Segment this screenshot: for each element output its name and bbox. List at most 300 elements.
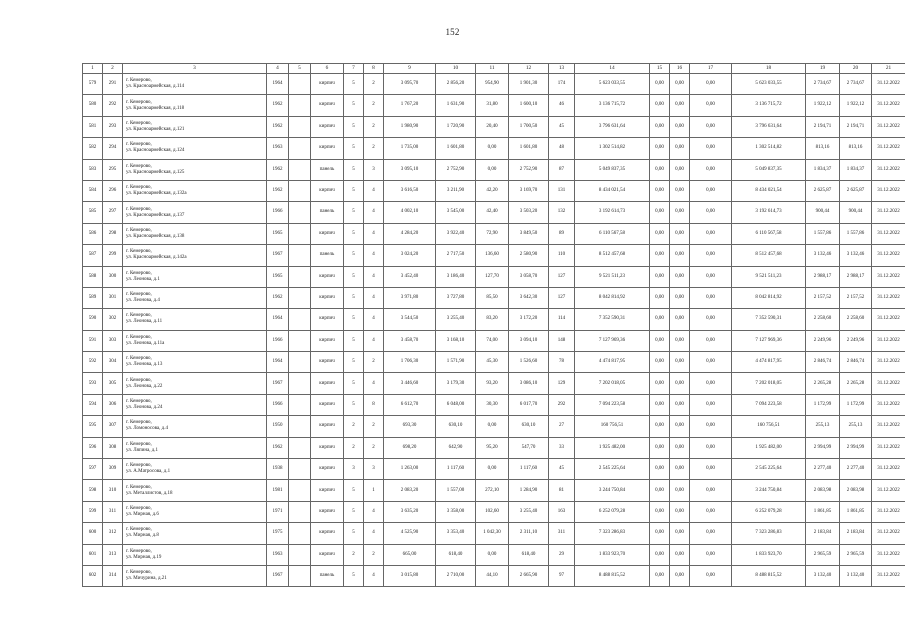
total-cost: 9 521 511,23 bbox=[575, 266, 650, 287]
address-cell bbox=[123, 245, 267, 266]
residents-count: 87 bbox=[549, 159, 575, 180]
floor-count: 5 bbox=[344, 180, 364, 201]
owners-funds: 0,00 bbox=[690, 373, 732, 394]
max-cost-per-sqm: 2 734,67 bbox=[840, 74, 872, 95]
total-cost: 1 833 923,70 bbox=[575, 544, 650, 565]
floor-count: 5 bbox=[344, 501, 364, 522]
address-city: г. Кемерово, bbox=[126, 377, 152, 383]
object-number: 299 bbox=[103, 245, 123, 266]
residents-count: 81 bbox=[549, 480, 575, 501]
column-number-11: 11 bbox=[476, 64, 509, 74]
regional-funds: 0,00 bbox=[650, 245, 670, 266]
residents-count: 131 bbox=[549, 180, 575, 201]
address-street: ул. Леонова, д.24 bbox=[126, 405, 163, 411]
row-number: 590 bbox=[83, 309, 103, 330]
residents-count: 132 bbox=[549, 202, 575, 223]
regional-funds: 0,00 bbox=[650, 394, 670, 415]
object-number: 303 bbox=[103, 330, 123, 351]
address-cell bbox=[123, 373, 267, 394]
object-number: 305 bbox=[103, 373, 123, 394]
municipal-funds: 0,00 bbox=[670, 437, 690, 458]
residents-count: 148 bbox=[549, 330, 575, 351]
owners-funds: 0,00 bbox=[690, 138, 732, 159]
column-number-17: 17 bbox=[690, 64, 732, 74]
owners-funds: 0,00 bbox=[690, 437, 732, 458]
object-number: 297 bbox=[103, 202, 123, 223]
year-commissioned bbox=[289, 116, 311, 137]
nonresidential-area: 95,20 bbox=[476, 437, 509, 458]
residential-premises-area: 3 058,70 bbox=[509, 266, 549, 287]
address-street: ул. Красноармейская, д.137 bbox=[126, 212, 185, 218]
address-city: г. Кемерово, bbox=[126, 570, 152, 576]
year-commissioned bbox=[289, 459, 311, 480]
living-area: 6 048,00 bbox=[436, 394, 476, 415]
row-number: 591 bbox=[83, 330, 103, 351]
total-cost: 1 302 514,82 bbox=[575, 138, 650, 159]
regional-funds: 0,00 bbox=[650, 180, 670, 201]
municipal-funds: 0,00 bbox=[670, 373, 690, 394]
owners-funds: 0,00 bbox=[690, 116, 732, 137]
year-built: 1965 bbox=[267, 223, 289, 244]
address-city: г. Кемерово, bbox=[126, 163, 152, 169]
address-city: г. Кемерово, bbox=[126, 206, 152, 212]
floor-count: 5 bbox=[344, 266, 364, 287]
residents-count: 46 bbox=[549, 95, 575, 116]
unit-cost-per-sqm: 255,13 bbox=[806, 416, 840, 437]
address-street: ул. Мирная, д.8 bbox=[126, 533, 159, 539]
year-built: 1964 bbox=[267, 74, 289, 95]
owners-funds: 0,00 bbox=[690, 287, 732, 308]
nonresidential-area: 44,10 bbox=[476, 565, 509, 586]
residential-premises-area: 3 094,10 bbox=[509, 330, 549, 351]
owners-funds: 0,00 bbox=[690, 266, 732, 287]
wall-material: кирпич bbox=[311, 373, 344, 394]
living-area: 3 353,40 bbox=[436, 523, 476, 544]
total-cost: 5 623 033,55 bbox=[575, 74, 650, 95]
other-funds: 3 796 631,64 bbox=[732, 116, 806, 137]
column-number-1: 1 bbox=[83, 64, 103, 74]
address-cell bbox=[123, 437, 267, 458]
floor-count: 5 bbox=[344, 330, 364, 351]
total-area: 3 095,10 bbox=[384, 159, 436, 180]
year-commissioned bbox=[289, 138, 311, 159]
residential-premises-area: 1 901,30 bbox=[509, 74, 549, 95]
address-street: ул. Леонова, д.11а bbox=[126, 340, 165, 346]
planned-completion-date: 31.12.2022 bbox=[872, 544, 905, 565]
year-built: 1966 bbox=[267, 202, 289, 223]
address-city: г. Кемерово, bbox=[126, 292, 152, 298]
wall-material: панель bbox=[311, 245, 344, 266]
municipal-funds: 0,00 bbox=[670, 309, 690, 330]
max-cost-per-sqm: 1 557,86 bbox=[840, 223, 872, 244]
municipal-funds: 0,00 bbox=[670, 180, 690, 201]
housing-register-table bbox=[82, 63, 905, 587]
total-cost: 3 136 715,72 bbox=[575, 95, 650, 116]
total-cost: 160 756,51 bbox=[575, 416, 650, 437]
wall-material: кирпич bbox=[311, 459, 344, 480]
residential-premises-area: 547,70 bbox=[509, 437, 549, 458]
entrance-count: 4 bbox=[364, 202, 384, 223]
wall-material: кирпич bbox=[311, 309, 344, 330]
row-number: 592 bbox=[83, 352, 103, 373]
regional-funds: 0,00 bbox=[650, 459, 670, 480]
planned-completion-date: 31.12.2022 bbox=[872, 330, 905, 351]
year-built: 1962 bbox=[267, 159, 289, 180]
year-commissioned bbox=[289, 565, 311, 586]
residents-count: 127 bbox=[549, 266, 575, 287]
living-area: 2 710,00 bbox=[436, 565, 476, 586]
page-number: 152 bbox=[445, 27, 460, 37]
table-row bbox=[83, 309, 905, 330]
max-cost-per-sqm: 2 249,96 bbox=[840, 330, 872, 351]
floor-count: 2 bbox=[344, 437, 364, 458]
municipal-funds: 0,00 bbox=[670, 245, 690, 266]
max-cost-per-sqm: 2 265,28 bbox=[840, 373, 872, 394]
address-city: г. Кемерово, bbox=[126, 185, 152, 191]
max-cost-per-sqm: 2 258,60 bbox=[840, 309, 872, 330]
row-number: 593 bbox=[83, 373, 103, 394]
regional-funds: 0,00 bbox=[650, 138, 670, 159]
living-area: 2 856,20 bbox=[436, 74, 476, 95]
unit-cost-per-sqm: 813,16 bbox=[806, 138, 840, 159]
row-number: 586 bbox=[83, 223, 103, 244]
regional-funds: 0,00 bbox=[650, 565, 670, 586]
total-cost: 8 434 021,54 bbox=[575, 180, 650, 201]
address-street: ул. Красноармейская, д.121 bbox=[126, 126, 185, 132]
address-street: ул. А.Матросова, д.1 bbox=[126, 469, 171, 475]
column-number-3: 3 bbox=[123, 64, 267, 74]
object-number: 293 bbox=[103, 116, 123, 137]
column-number-row bbox=[83, 64, 905, 74]
planned-completion-date: 31.12.2022 bbox=[872, 116, 905, 137]
object-number: 312 bbox=[103, 523, 123, 544]
max-cost-per-sqm: 1 861,85 bbox=[840, 501, 872, 522]
year-commissioned bbox=[289, 223, 311, 244]
row-number: 581 bbox=[83, 116, 103, 137]
table-row bbox=[83, 373, 905, 394]
object-number: 307 bbox=[103, 416, 123, 437]
column-number-6: 6 bbox=[311, 64, 344, 74]
floor-count: 5 bbox=[344, 138, 364, 159]
wall-material: кирпич bbox=[311, 116, 344, 137]
year-built: 1964 bbox=[267, 309, 289, 330]
nonresidential-area: 20,40 bbox=[476, 116, 509, 137]
total-cost: 7 352 590,31 bbox=[575, 309, 650, 330]
regional-funds: 0,00 bbox=[650, 544, 670, 565]
residential-premises-area: 1 117,60 bbox=[509, 459, 549, 480]
column-number-20: 20 bbox=[840, 64, 872, 74]
nonresidential-area: 83,20 bbox=[476, 309, 509, 330]
planned-completion-date: 31.12.2022 bbox=[872, 202, 905, 223]
total-area: 4 002,10 bbox=[384, 202, 436, 223]
floor-count: 5 bbox=[344, 74, 364, 95]
residents-count: 29 bbox=[549, 544, 575, 565]
table-row bbox=[83, 565, 905, 586]
living-area: 2 752,90 bbox=[436, 159, 476, 180]
regional-funds: 0,00 bbox=[650, 480, 670, 501]
year-built: 1971 bbox=[267, 501, 289, 522]
residents-count: 174 bbox=[549, 74, 575, 95]
wall-material: кирпич bbox=[311, 180, 344, 201]
year-built: 1962 bbox=[267, 180, 289, 201]
unit-cost-per-sqm: 1 922,12 bbox=[806, 95, 840, 116]
living-area: 1 571,90 bbox=[436, 352, 476, 373]
living-area: 618,40 bbox=[436, 544, 476, 565]
total-area: 2 083,20 bbox=[384, 480, 436, 501]
year-built: 1975 bbox=[267, 523, 289, 544]
living-area: 3 186,40 bbox=[436, 266, 476, 287]
planned-completion-date: 31.12.2022 bbox=[872, 245, 905, 266]
nonresidential-area: 954,90 bbox=[476, 74, 509, 95]
total-area: 3 095,70 bbox=[384, 74, 436, 95]
regional-funds: 0,00 bbox=[650, 501, 670, 522]
residential-premises-area: 2 665,90 bbox=[509, 565, 549, 586]
address-cell bbox=[123, 544, 267, 565]
planned-completion-date: 31.12.2022 bbox=[872, 138, 905, 159]
address-street: ул. Ломоносова, д.4 bbox=[126, 426, 168, 432]
column-number-21: 21 bbox=[872, 64, 905, 74]
municipal-funds: 0,00 bbox=[670, 416, 690, 437]
year-built: 1965 bbox=[267, 266, 289, 287]
year-built: 1962 bbox=[267, 437, 289, 458]
regional-funds: 0,00 bbox=[650, 523, 670, 544]
max-cost-per-sqm: 2 994,99 bbox=[840, 437, 872, 458]
year-commissioned bbox=[289, 309, 311, 330]
year-commissioned bbox=[289, 74, 311, 95]
residential-premises-area: 2 311,10 bbox=[509, 523, 549, 544]
total-area: 3 544,50 bbox=[384, 309, 436, 330]
object-number: 292 bbox=[103, 95, 123, 116]
nonresidential-area: 42,20 bbox=[476, 180, 509, 201]
total-cost: 3 244 750,84 bbox=[575, 480, 650, 501]
address-cell bbox=[123, 523, 267, 544]
year-commissioned bbox=[289, 394, 311, 415]
total-area: 1 706,30 bbox=[384, 352, 436, 373]
year-built: 1967 bbox=[267, 245, 289, 266]
table-row bbox=[83, 159, 905, 180]
entrance-count: 4 bbox=[364, 180, 384, 201]
municipal-funds: 0,00 bbox=[670, 202, 690, 223]
address-street: ул. Леонова, д.11 bbox=[126, 319, 163, 325]
municipal-funds: 0,00 bbox=[670, 74, 690, 95]
table-row bbox=[83, 352, 905, 373]
total-area: 1 767,20 bbox=[384, 95, 436, 116]
planned-completion-date: 31.12.2022 bbox=[872, 437, 905, 458]
year-commissioned bbox=[289, 416, 311, 437]
planned-completion-date: 31.12.2022 bbox=[872, 565, 905, 586]
max-cost-per-sqm: 813,16 bbox=[840, 138, 872, 159]
planned-completion-date: 31.12.2022 bbox=[872, 352, 905, 373]
other-funds: 1 925 482,00 bbox=[732, 437, 806, 458]
floor-count: 5 bbox=[344, 223, 364, 244]
residential-premises-area: 1 601,80 bbox=[509, 138, 549, 159]
floor-count: 5 bbox=[344, 352, 364, 373]
total-cost: 8 042 814,92 bbox=[575, 287, 650, 308]
total-cost: 7 127 969,36 bbox=[575, 330, 650, 351]
address-cell bbox=[123, 116, 267, 137]
residents-count: 27 bbox=[549, 416, 575, 437]
planned-completion-date: 31.12.2022 bbox=[872, 309, 905, 330]
residential-premises-area: 6 017,70 bbox=[509, 394, 549, 415]
entrance-count: 4 bbox=[364, 330, 384, 351]
address-street: ул. Мичурина, д.21 bbox=[126, 576, 167, 582]
address-street: ул. Красноармейская, д.142а bbox=[126, 255, 187, 261]
residential-premises-area: 3 642,30 bbox=[509, 287, 549, 308]
address-cell bbox=[123, 74, 267, 95]
municipal-funds: 0,00 bbox=[670, 138, 690, 159]
entrance-count: 3 bbox=[364, 159, 384, 180]
column-number-15: 15 bbox=[650, 64, 670, 74]
regional-funds: 0,00 bbox=[650, 202, 670, 223]
row-number: 598 bbox=[83, 480, 103, 501]
owners-funds: 0,00 bbox=[690, 95, 732, 116]
wall-material: кирпич bbox=[311, 501, 344, 522]
owners-funds: 0,00 bbox=[690, 202, 732, 223]
total-cost: 3 796 631,64 bbox=[575, 116, 650, 137]
wall-material: панель bbox=[311, 565, 344, 586]
year-commissioned bbox=[289, 202, 311, 223]
living-area: 630,10 bbox=[436, 416, 476, 437]
planned-completion-date: 31.12.2022 bbox=[872, 373, 905, 394]
object-number: 291 bbox=[103, 74, 123, 95]
owners-funds: 0,00 bbox=[690, 330, 732, 351]
other-funds: 5 049 837,35 bbox=[732, 159, 806, 180]
residents-count: 48 bbox=[549, 138, 575, 159]
residential-premises-area: 3 503,20 bbox=[509, 202, 549, 223]
total-area: 4 525,90 bbox=[384, 523, 436, 544]
object-number: 309 bbox=[103, 459, 123, 480]
regional-funds: 0,00 bbox=[650, 437, 670, 458]
municipal-funds: 0,00 bbox=[670, 459, 690, 480]
regional-funds: 0,00 bbox=[650, 373, 670, 394]
wall-material: кирпич bbox=[311, 416, 344, 437]
year-built: 1950 bbox=[267, 416, 289, 437]
owners-funds: 0,00 bbox=[690, 501, 732, 522]
table-row bbox=[83, 202, 905, 223]
unit-cost-per-sqm: 2 258,60 bbox=[806, 309, 840, 330]
floor-count: 3 bbox=[344, 459, 364, 480]
object-number: 304 bbox=[103, 352, 123, 373]
municipal-funds: 0,00 bbox=[670, 352, 690, 373]
object-number: 295 bbox=[103, 159, 123, 180]
unit-cost-per-sqm: 3 132,46 bbox=[806, 245, 840, 266]
entrance-count: 8 bbox=[364, 394, 384, 415]
residential-premises-area: 2 580,90 bbox=[509, 245, 549, 266]
total-cost: 1 925 482,00 bbox=[575, 437, 650, 458]
owners-funds: 0,00 bbox=[690, 223, 732, 244]
address-city: г. Кемерово, bbox=[126, 99, 152, 105]
total-cost: 3 192 614,73 bbox=[575, 202, 650, 223]
entrance-count: 2 bbox=[364, 95, 384, 116]
owners-funds: 0,00 bbox=[690, 180, 732, 201]
year-commissioned bbox=[289, 266, 311, 287]
max-cost-per-sqm: 2 988,17 bbox=[840, 266, 872, 287]
floor-count: 5 bbox=[344, 287, 364, 308]
other-funds: 8 512 457,68 bbox=[732, 245, 806, 266]
address-cell bbox=[123, 330, 267, 351]
owners-funds: 0,00 bbox=[690, 245, 732, 266]
municipal-funds: 0,00 bbox=[670, 523, 690, 544]
nonresidential-area: 74,00 bbox=[476, 330, 509, 351]
nonresidential-area: 72,90 bbox=[476, 223, 509, 244]
unit-cost-per-sqm: 2 183,84 bbox=[806, 523, 840, 544]
owners-funds: 0,00 bbox=[690, 74, 732, 95]
max-cost-per-sqm: 2 083,98 bbox=[840, 480, 872, 501]
other-funds: 7 352 590,31 bbox=[732, 309, 806, 330]
table-row bbox=[83, 330, 905, 351]
nonresidential-area: 31,80 bbox=[476, 95, 509, 116]
address-cell bbox=[123, 309, 267, 330]
address-street: ул. Красноармейская, д.124 bbox=[126, 148, 185, 154]
wall-material: кирпич bbox=[311, 287, 344, 308]
nonresidential-area: 136,60 bbox=[476, 245, 509, 266]
entrance-count: 3 bbox=[364, 459, 384, 480]
residents-count: 292 bbox=[549, 394, 575, 415]
entrance-count: 2 bbox=[364, 352, 384, 373]
unit-cost-per-sqm: 3 132,40 bbox=[806, 565, 840, 586]
max-cost-per-sqm: 1 834,37 bbox=[840, 159, 872, 180]
year-commissioned bbox=[289, 245, 311, 266]
entrance-count: 4 bbox=[364, 373, 384, 394]
other-funds: 1 302 514,82 bbox=[732, 138, 806, 159]
planned-completion-date: 31.12.2022 bbox=[872, 523, 905, 544]
object-number: 313 bbox=[103, 544, 123, 565]
residents-count: 45 bbox=[549, 116, 575, 137]
residential-premises-area: 618,40 bbox=[509, 544, 549, 565]
other-funds: 160 756,51 bbox=[732, 416, 806, 437]
total-area: 3 446,60 bbox=[384, 373, 436, 394]
max-cost-per-sqm: 1 172,99 bbox=[840, 394, 872, 415]
other-funds: 7 323 286,83 bbox=[732, 523, 806, 544]
unit-cost-per-sqm: 2 083,98 bbox=[806, 480, 840, 501]
other-funds: 7 094 223,58 bbox=[732, 394, 806, 415]
municipal-funds: 0,00 bbox=[670, 266, 690, 287]
total-area: 1 263,00 bbox=[384, 459, 436, 480]
owners-funds: 0,00 bbox=[690, 159, 732, 180]
residents-count: 129 bbox=[549, 373, 575, 394]
planned-completion-date: 31.12.2022 bbox=[872, 459, 905, 480]
other-funds: 4 474 817,95 bbox=[732, 352, 806, 373]
table-row bbox=[83, 501, 905, 522]
nonresidential-area: 1 042,30 bbox=[476, 523, 509, 544]
regional-funds: 0,00 bbox=[650, 352, 670, 373]
object-number: 311 bbox=[103, 501, 123, 522]
municipal-funds: 0,00 bbox=[670, 95, 690, 116]
max-cost-per-sqm: 2 625,87 bbox=[840, 180, 872, 201]
total-cost: 2 545 225,64 bbox=[575, 459, 650, 480]
residents-count: 45 bbox=[549, 459, 575, 480]
planned-completion-date: 31.12.2022 bbox=[872, 394, 905, 415]
max-cost-per-sqm: 3 132,46 bbox=[840, 245, 872, 266]
max-cost-per-sqm: 3 132,40 bbox=[840, 565, 872, 586]
wall-material: кирпич bbox=[311, 523, 344, 544]
year-built: 1963 bbox=[267, 138, 289, 159]
row-number: 594 bbox=[83, 394, 103, 415]
nonresidential-area: 30,30 bbox=[476, 394, 509, 415]
unit-cost-per-sqm: 2 194,71 bbox=[806, 116, 840, 137]
max-cost-per-sqm: 2 194,71 bbox=[840, 116, 872, 137]
residential-premises-area: 2 752,90 bbox=[509, 159, 549, 180]
total-area: 3 452,40 bbox=[384, 266, 436, 287]
total-area: 3 635,20 bbox=[384, 501, 436, 522]
address-cell bbox=[123, 565, 267, 586]
regional-funds: 0,00 bbox=[650, 287, 670, 308]
column-number-7: 7 bbox=[344, 64, 364, 74]
address-street: ул. Красноармейская, д.118 bbox=[126, 105, 185, 111]
column-number-19: 19 bbox=[806, 64, 840, 74]
address-cell bbox=[123, 394, 267, 415]
other-funds: 8 042 814,92 bbox=[732, 287, 806, 308]
